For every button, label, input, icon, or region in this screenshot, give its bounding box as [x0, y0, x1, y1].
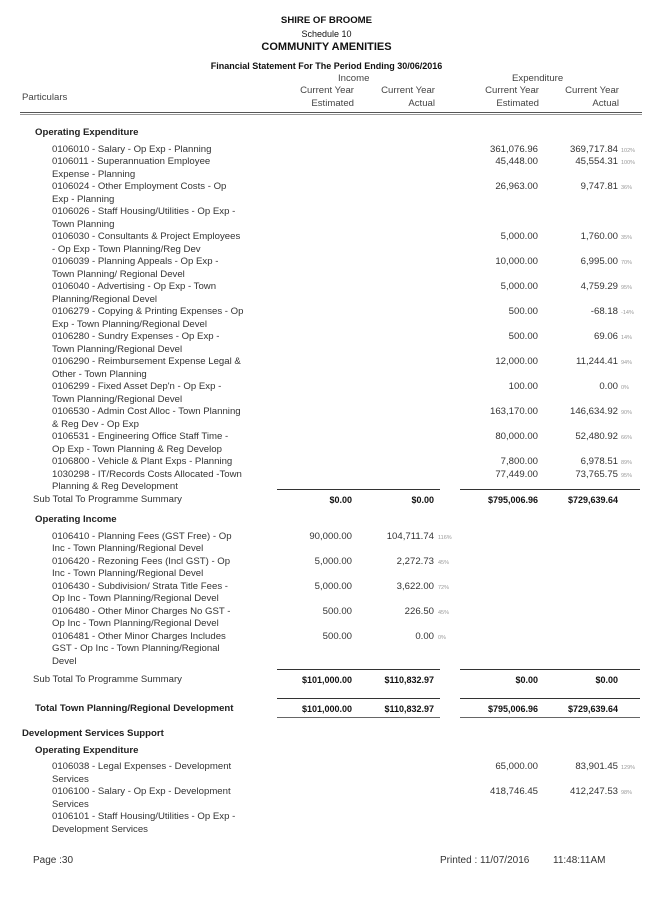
report-org: SHIRE OF BROOME [280, 15, 373, 26]
row-description: 0106531 - Engineering Office Staff Time - Op Exp - Town Planning & Reg Develop [52, 431, 229, 455]
row-description: 0106026 - Staff Housing/Utilities - Op Exp - Town Planning [52, 206, 236, 230]
act-label: Actual [592, 97, 619, 109]
exp-act-value: 1,760.00 [580, 231, 618, 242]
table-row [0, 531, 653, 556]
table-row [0, 356, 653, 381]
printed-date: Printed : 11/07/2016 [440, 855, 530, 866]
table-row [0, 156, 653, 181]
row-description: 0106039 - Planning Appeals - Op Exp - Town Planning/ Regional Devel [52, 256, 219, 280]
row-description: Operating Expenditure [35, 127, 139, 138]
report-subtitle: Financial Statement For The Period Ending 30/06/2016 [210, 61, 443, 71]
exp-act-value: 83,901.45 [575, 761, 618, 772]
cy-label: Current Year [565, 85, 619, 96]
row-description: 0106030 - Consultants & Project Employees - Op Exp - Town Planning/Reg Dev [52, 231, 241, 255]
exp-pct-value: 35% [621, 235, 633, 241]
row-description: 0106024 - Other Employment Costs - Op Exp - Planning [52, 181, 227, 205]
exp-act-value: 412,247.53 [569, 786, 618, 797]
exp-est-value: 7,800.00 [500, 456, 538, 467]
exp-est-value: 65,000.00 [495, 761, 538, 772]
exp-act-value: 369,717.84 [569, 143, 618, 155]
row-description: Total Town Planning/Regional Development [35, 702, 234, 714]
particulars-header: Particulars [22, 92, 68, 103]
income-header: Income [338, 73, 370, 84]
row-description: 0106530 - Admin Cost Alloc - Town Planning & Reg Dev - Op Exp [52, 406, 241, 430]
income-est-header [270, 85, 354, 110]
exp-est-value: 361,076.96 [489, 143, 538, 155]
exp-est-value: $0.00 [515, 675, 538, 685]
exp-pct-value: 102% [621, 147, 636, 154]
row-description: 1030298 - IT/Records Costs Allocated -Town Planning & Reg Development [52, 468, 242, 492]
row-description: 0106299 - Fixed Asset Dep'n - Op Exp - Town Planning/Regional Devel [52, 381, 222, 405]
est-label: Estimated [496, 97, 539, 109]
exp-act-value: 6,995.00 [580, 256, 618, 267]
exp-pct-value: 70% [621, 260, 633, 266]
exp-pct-value: 36% [621, 185, 633, 191]
est-label: Estimated [311, 97, 354, 109]
table-row [0, 786, 653, 811]
inc-pct-value: 0% [438, 634, 446, 641]
table-row [0, 144, 653, 157]
exp-act-value: -68.18 [590, 306, 618, 317]
exp-act-value: 52,480.92 [575, 431, 618, 442]
row-description: 0106010 - Salary - Op Exp - Planning [52, 143, 212, 155]
table-row [0, 181, 653, 206]
exp-act-value: 11,244.41 [576, 356, 618, 367]
exp-act-value: 69.06 [593, 331, 618, 342]
row-description: 0106011 - Superannuation Employee Expense - Planning [52, 156, 211, 180]
exp-act-value: 4,759.29 [580, 281, 618, 292]
table-row [0, 556, 653, 581]
exp-pct-value: 14% [621, 335, 633, 341]
table-row [0, 469, 653, 494]
inc-pct-value: 72% [438, 584, 450, 591]
exp-act-value: 146,634.92 [569, 406, 618, 417]
exp-act-value: $729,639.64 [567, 494, 618, 505]
inc-est-value: 5,000.00 [314, 555, 352, 567]
table-row [0, 606, 653, 631]
inc-act-value: 226.50 [404, 605, 434, 617]
report-title: COMMUNITY AMENITIES [261, 41, 392, 53]
exp-est-value: 10,000.00 [495, 256, 538, 267]
table-row [0, 456, 653, 469]
inc-est-value: 500.00 [322, 630, 352, 642]
header-divider [20, 112, 642, 115]
income-act-header [360, 85, 435, 110]
expenditure-header: Expenditure [512, 73, 564, 84]
inc-est-value: 5,000.00 [314, 580, 352, 592]
exp-pct-value: 95% [621, 472, 633, 479]
cy-label: Current Year [381, 85, 435, 96]
table-row [0, 306, 653, 331]
total-rule [277, 489, 440, 490]
row-description: 0106100 - Salary - Op Exp - Development Services [52, 786, 231, 810]
total-underline [460, 717, 640, 718]
inc-act-value: 0.00 [415, 630, 434, 642]
cy-label: Current Year [485, 85, 539, 96]
row-description: 0106101 - Staff Housing/Utilities - Op Exp - Development Services [52, 811, 236, 835]
exp-act-value: 0.00 [599, 381, 618, 392]
inc-pct-value: 45% [438, 559, 450, 566]
inc-est-value: 90,000.00 [309, 530, 352, 542]
row-description: Operating Expenditure [35, 744, 139, 756]
inc-act-value: $0.00 [411, 494, 434, 505]
exp-act-value: 73,765.75 [575, 468, 618, 480]
exp-est-value: 12,000.00 [495, 356, 538, 367]
exp-est-value: 45,448.00 [495, 156, 538, 167]
table-row [0, 381, 653, 406]
cy-label: Current Year [300, 85, 354, 96]
table-row [0, 761, 653, 786]
exp-est-value: 5,000.00 [500, 281, 538, 292]
total-rule [277, 698, 440, 699]
inc-pct-value: 45% [438, 609, 450, 616]
total-rule [460, 698, 640, 699]
inc-act-value: 2,272.73 [396, 555, 434, 567]
exp-act-value: 6,978.51 [580, 456, 618, 467]
row-description: 0106430 - Subdivision/ Strata Title Fees - Op Inc - Town Planning/Regional Devel [52, 580, 228, 604]
table-row [0, 281, 653, 306]
table-row [0, 256, 653, 281]
row-description: 0106038 - Legal Expenses - Development Services [52, 761, 232, 785]
exp-act-header [540, 85, 619, 110]
exp-est-value: 80,000.00 [495, 431, 538, 442]
row-description: 0106480 - Other Minor Charges No GST - Op Inc - Town Planning/Regional Devel [52, 605, 231, 629]
inc-act-value: 3,622.00 [396, 580, 434, 592]
row-description: Development Services Support [22, 728, 164, 739]
exp-pct-value: 89% [621, 460, 633, 466]
row-description: Operating Income [35, 514, 117, 525]
heading-row [0, 745, 653, 758]
exp-pct-value: 94% [621, 360, 633, 366]
table-row [0, 811, 653, 836]
row-description: 0106279 - Copying & Printing Expenses - Op Exp - Town Planning/Regional Devel [52, 306, 244, 330]
inc-act-value: $110,832.97 [384, 703, 434, 714]
page-number: Page :30 [33, 855, 74, 866]
statement-rows [0, 127, 653, 836]
total-underline [277, 717, 440, 718]
inc-est-value: $101,000.00 [301, 703, 352, 714]
subtotal-row [0, 674, 653, 687]
exp-est-header [450, 85, 539, 110]
total-row [0, 703, 653, 716]
section-row [0, 728, 653, 741]
exp-est-value: 77,449.00 [495, 468, 538, 480]
printed-time: 11:48:11AM [553, 855, 606, 866]
exp-act-value: 45,554.31 [575, 156, 618, 167]
row-description: 0106290 - Reimbursement Expense Legal & Other - Town Planning [52, 356, 241, 380]
row-description: 0106410 - Planning Fees (GST Free) - Op Inc - Town Planning/Regional Devel [52, 530, 232, 554]
total-rule [460, 489, 640, 490]
act-label: Actual [408, 97, 435, 109]
row-description: 0106280 - Sundry Expenses - Op Exp - Town Planning/Regional Devel [52, 331, 220, 355]
row-description: Sub Total To Programme Summary [33, 493, 182, 505]
inc-act-value: 104,711.74 [386, 530, 434, 542]
table-row [0, 431, 653, 456]
exp-act-value: 9,747.81 [580, 181, 618, 192]
exp-pct-value: -14% [621, 310, 634, 316]
exp-act-value: $0.00 [595, 675, 618, 685]
total-rule [277, 669, 440, 670]
exp-pct-value: 95% [621, 285, 633, 291]
exp-est-value: 26,963.00 [495, 181, 538, 192]
exp-est-value: 5,000.00 [500, 231, 538, 242]
row-description: 0106800 - Vehicle & Plant Exps - Planning [52, 456, 233, 467]
exp-est-value: 418,746.45 [489, 786, 538, 797]
subtotal-row [0, 494, 653, 507]
row-description: 0106420 - Rezoning Fees (Incl GST) - Op Inc - Town Planning/Regional Devel [52, 555, 231, 579]
table-row [0, 631, 653, 669]
inc-est-value: 500.00 [322, 605, 352, 617]
table-row [0, 206, 653, 231]
exp-est-value: $795,006.96 [487, 494, 538, 505]
heading-row [0, 514, 653, 527]
inc-est-value: $101,000.00 [301, 675, 352, 685]
exp-act-value: $729,639.64 [567, 703, 618, 714]
total-rule [460, 669, 640, 670]
exp-est-value: 500.00 [508, 306, 538, 317]
exp-est-value: 163,170.00 [489, 406, 538, 417]
exp-pct-value: 0% [621, 385, 629, 391]
exp-pct-value: 90% [621, 410, 633, 416]
inc-est-value: $0.00 [329, 494, 352, 505]
table-row [0, 231, 653, 256]
report-schedule: Schedule 10 [301, 29, 352, 39]
table-row [0, 406, 653, 431]
table-row [0, 581, 653, 606]
table-row [0, 331, 653, 356]
exp-est-value: 500.00 [508, 331, 538, 342]
row-description: 0106481 - Other Minor Charges Includes GST - Op Inc - Town Planning/Regional Devel [52, 630, 226, 667]
heading-row [0, 127, 653, 140]
exp-est-value: $795,006.96 [487, 703, 538, 714]
row-description: Sub Total To Programme Summary [33, 674, 182, 685]
exp-est-value: 100.00 [508, 381, 538, 392]
exp-pct-value: 129% [621, 765, 636, 771]
row-description: 0106040 - Advertising - Op Exp - Town Planning/Regional Devel [52, 281, 217, 305]
inc-pct-value: 116% [438, 534, 452, 541]
exp-pct-value: 100% [621, 160, 636, 166]
inc-act-value: $110,832.97 [384, 675, 434, 685]
exp-pct-value: 98% [621, 790, 633, 796]
exp-pct-value: 66% [621, 435, 633, 441]
